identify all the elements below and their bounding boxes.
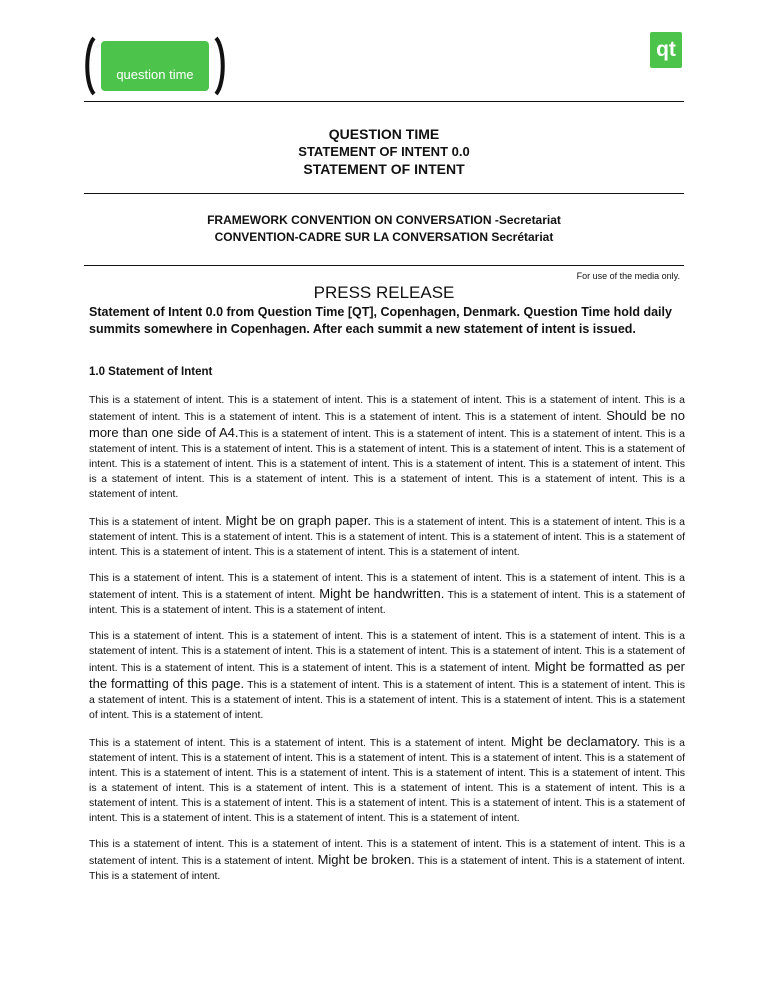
emphasis-text: Might be handwritten.: [315, 586, 445, 601]
paragraph-6: [89, 837, 685, 884]
emphasis-text: Might be broken.: [313, 852, 415, 867]
paragraph-text: This is a statement of intent. This is a statement of intent. This is a statement of intent. This is a statement of intent. This is a statement of intent. This is a statement of intent. This is a statement of intent. This is a statement of intent. This is a statement of intent. This is a statement of intent. This is a statement of intent. This is a statement of intent. This is a statement of intent. This is a statement of intent. This is a statement of intent. This is a statement of intent. This is a statement of intent.: [89, 428, 685, 500]
title-question-time: QUESTION TIME: [328, 126, 440, 142]
paragraph-5: [89, 734, 685, 826]
paragraph-text: This is a statement of intent.: [89, 516, 222, 528]
framework-french: CONVENTION-CADRE SUR LA CONVERSATION Secrétariat: [214, 230, 554, 244]
paragraph-2: [89, 513, 685, 560]
title-statement: STATEMENT OF INTENT: [303, 161, 465, 177]
question-time-logo: [84, 36, 226, 96]
paragraph-text: This is a statement of intent. This is a statement of intent. This is a statement of intent. This is a statement of intent.: [89, 589, 686, 616]
paragraph-text: This is a statement of intent. This is a statement of intent. This is a statement of intent. This is a statement of intent. This is a statement of intent. This is a statement of intent. This is a statement of intent. This is a statement of intent.: [89, 394, 685, 423]
emphasis-text: Might be formatted as per the formatting of this page.: [89, 659, 685, 691]
emphasis-text: Might be on graph paper.: [221, 513, 372, 528]
lead-paragraph: Statement of Intent 0.0 from Question Time [QT], Copenhagen, Denmark. Question Time hold daily summits somewhere in Copenhagen. After each summit a new statement of intent is issued.: [89, 305, 672, 336]
qt-badge: qt: [650, 32, 682, 68]
paragraph-4: [89, 629, 685, 723]
paragraph-text: This is a statement of intent. This is a statement of intent. This is a statement of intent. This is a statement of intent. This is a statement of intent. This is a statement of intent.: [89, 572, 685, 601]
title-rule: [84, 193, 684, 194]
svg-text:question time: question time: [116, 67, 194, 82]
body-text: [89, 393, 685, 895]
paragraph-text: This is a statement of intent. This is a statement of intent. This is a statement of intent. This is a statement of intent. This is a statement of intent. This is a statement of intent.: [89, 838, 685, 867]
paragraph-1: [89, 393, 685, 502]
paragraph-text: This is a statement of intent. This is a statement of intent. This is a statement of intent. This is a statement of intent. This is a statement of intent. This is a statement of intent. This is a statement of intent. This is a statement of intent. This is a statement of intent.: [89, 679, 685, 721]
paragraph-text: This is a statement of intent. This is a statement of intent. This is a statement of intent. This is a statement of intent. This is a statement of intent. This is a statement of intent. This is a statement of intent. This is a statement of intent. This is a statement of intent. This is a statement of intent. This is a statement of intent. This is a statement of intent.: [89, 630, 685, 674]
paragraph-text: This is a statement of intent. This is a statement of intent. This is a statement of intent.: [89, 855, 685, 882]
media-note: For use of the media only.: [576, 271, 680, 281]
framework-english: FRAMEWORK CONVENTION ON CONVERSATION -Secretariat: [207, 213, 561, 227]
title-statement-version: STATEMENT OF INTENT 0.0: [298, 144, 470, 159]
section-heading: 1.0 Statement of Intent: [89, 366, 213, 378]
press-release-heading: PRESS RELEASE: [313, 283, 455, 302]
emphasis-text: Might be declamatory.: [506, 734, 641, 749]
paragraph-3: [89, 571, 685, 618]
paragraph-text: This is a statement of intent. This is a statement of intent. This is a statement of intent. This is a statement of intent. This is a statement of intent. This is a statement of intent. This is a statement of intent. This is a statement of intent. This is a statement of intent. This is a statement of intent. This is a statement of intent. This is a statement of intent. This is a statement of intent. This is a statement of intent. This is a statement of intent. This is a statement of intent. This is a statement of intent. This is a statement of intent. This is a statement of intent. This is a statement of intent. This is a statement of intent.: [89, 737, 685, 824]
paragraph-text: This is a statement of intent. This is a statement of intent. This is a statement of intent.: [89, 737, 507, 749]
emphasis-text: Should be no more than one side of A4.: [89, 408, 686, 440]
header-rule: [84, 101, 684, 102]
framework-rule: [84, 265, 684, 266]
paragraph-text: This is a statement of intent. This is a statement of intent. This is a statement of intent. This is a statement of intent. This is a statement of intent. This is a statement of intent. This is a statement of intent. This is a statement of intent. This is a statement of intent. This is a statement of intent.: [89, 516, 685, 558]
